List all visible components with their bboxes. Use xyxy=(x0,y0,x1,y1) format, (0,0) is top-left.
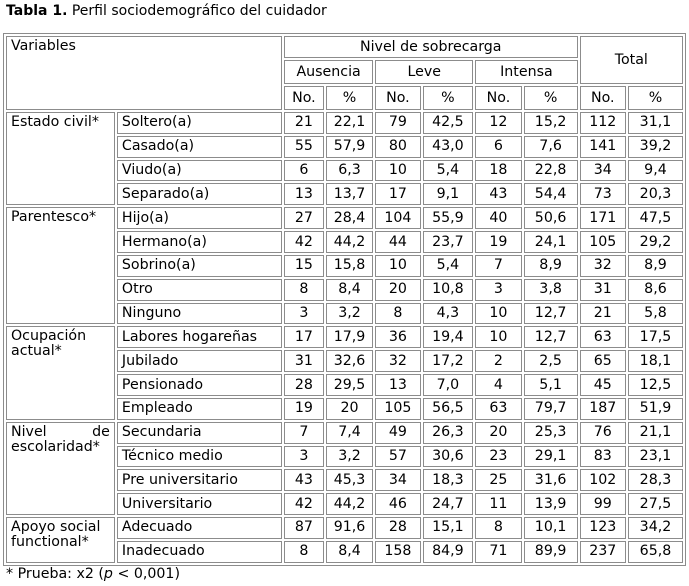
section-label xyxy=(6,112,115,205)
category-cell: Casado(a) xyxy=(117,136,282,158)
count-cell: 44 xyxy=(375,231,420,253)
count-cell: 8 xyxy=(284,279,324,301)
count-cell: 80 xyxy=(375,136,420,158)
count-cell: 20 xyxy=(475,422,521,444)
percent-cell: 18,1 xyxy=(628,350,683,372)
count-cell: 3 xyxy=(284,446,324,468)
percent-cell: 6,3 xyxy=(326,160,373,182)
caption-text: Perfil sociodemográfico del cuidador xyxy=(71,3,327,19)
count-cell: 8 xyxy=(375,303,420,325)
category-cell: Universitario xyxy=(117,493,282,515)
count-cell: 87 xyxy=(284,517,324,539)
count-cell: 237 xyxy=(580,541,626,563)
count-cell: 83 xyxy=(580,446,626,468)
count-cell: 57 xyxy=(375,446,420,468)
table-body xyxy=(6,112,683,563)
count-cell: 31 xyxy=(284,350,324,372)
category-cell: Hijo(a) xyxy=(117,207,282,229)
count-cell: 40 xyxy=(475,207,521,229)
count-cell: 46 xyxy=(375,493,420,515)
percent-cell: 5,8 xyxy=(628,303,683,325)
count-cell: 42 xyxy=(284,231,324,253)
category-cell: Soltero(a) xyxy=(117,112,282,134)
count-cell: 171 xyxy=(580,207,626,229)
percent-cell: 24,1 xyxy=(524,231,578,253)
percent-cell: 3,8 xyxy=(524,279,578,301)
category-cell: Viudo(a) xyxy=(117,160,282,182)
category-cell: Jubilado xyxy=(117,350,282,372)
section-label-line: Apoyo social xyxy=(11,519,101,536)
percent-cell: 10,1 xyxy=(524,517,578,539)
count-cell: 34 xyxy=(580,160,626,182)
count-cell: 13 xyxy=(284,183,324,205)
count-cell: 32 xyxy=(580,255,626,277)
percent-cell: 79,7 xyxy=(524,398,578,420)
percent-cell: 17,2 xyxy=(423,350,474,372)
table-row xyxy=(6,112,683,134)
section-label-line: actual* xyxy=(11,343,62,360)
count-cell: 102 xyxy=(580,469,626,491)
percent-cell: 32,6 xyxy=(326,350,373,372)
percent-cell: 31,6 xyxy=(524,469,578,491)
percent-cell: 2,5 xyxy=(524,350,578,372)
percent-cell: 9,1 xyxy=(423,183,474,205)
count-cell: 20 xyxy=(375,279,420,301)
count-cell: 12 xyxy=(475,112,521,134)
count-cell: 15 xyxy=(284,255,324,277)
count-cell: 18 xyxy=(475,160,521,182)
percent-cell: 30,6 xyxy=(423,446,474,468)
count-cell: 10 xyxy=(375,160,420,182)
count-cell: 63 xyxy=(580,326,626,348)
footnote-p: p xyxy=(103,566,113,582)
header-variables: Variables xyxy=(6,36,282,110)
header-pct: % xyxy=(628,86,683,110)
percent-cell: 13,9 xyxy=(524,493,578,515)
count-cell: 55 xyxy=(284,136,324,158)
count-cell: 112 xyxy=(580,112,626,134)
category-cell: Hermano(a) xyxy=(117,231,282,253)
percent-cell: 9,4 xyxy=(628,160,683,182)
percent-cell: 7,4 xyxy=(326,422,373,444)
count-cell: 65 xyxy=(580,350,626,372)
percent-cell: 28,3 xyxy=(628,469,683,491)
count-cell: 158 xyxy=(375,541,420,563)
footnote-suffix: < 0,001) xyxy=(112,566,180,582)
count-cell: 49 xyxy=(375,422,420,444)
count-cell: 141 xyxy=(580,136,626,158)
section-label-line: Estado civil* xyxy=(11,114,99,130)
percent-cell: 29,2 xyxy=(628,231,683,253)
percent-cell: 8,9 xyxy=(524,255,578,277)
header-group-intensa: Intensa xyxy=(475,60,577,84)
percent-cell: 21,1 xyxy=(628,422,683,444)
header-group-ausencia: Ausencia xyxy=(284,60,373,84)
count-cell: 123 xyxy=(580,517,626,539)
percent-cell: 15,1 xyxy=(423,517,474,539)
count-cell: 45 xyxy=(580,374,626,396)
percent-cell: 65,8 xyxy=(628,541,683,563)
percent-cell: 8,4 xyxy=(326,279,373,301)
percent-cell: 39,2 xyxy=(628,136,683,158)
count-cell: 63 xyxy=(475,398,521,420)
percent-cell: 17,5 xyxy=(628,326,683,348)
percent-cell: 31,1 xyxy=(628,112,683,134)
percent-cell: 8,4 xyxy=(326,541,373,563)
count-cell: 73 xyxy=(580,183,626,205)
percent-cell: 22,1 xyxy=(326,112,373,134)
percent-cell: 15,8 xyxy=(326,255,373,277)
header-pct: % xyxy=(524,86,578,110)
percent-cell: 12,5 xyxy=(628,374,683,396)
count-cell: 8 xyxy=(284,541,324,563)
count-cell: 28 xyxy=(284,374,324,396)
percent-cell: 54,4 xyxy=(524,183,578,205)
sociodemographic-table xyxy=(3,33,686,566)
header-no: No. xyxy=(375,86,420,110)
percent-cell: 50,6 xyxy=(524,207,578,229)
caption-label: Tabla 1. xyxy=(6,3,68,19)
percent-cell: 43,0 xyxy=(423,136,474,158)
count-cell: 187 xyxy=(580,398,626,420)
percent-cell: 7,0 xyxy=(423,374,474,396)
count-cell: 19 xyxy=(284,398,324,420)
header-pct: % xyxy=(423,86,474,110)
percent-cell: 24,7 xyxy=(423,493,474,515)
percent-cell: 3,2 xyxy=(326,303,373,325)
percent-cell: 51,9 xyxy=(628,398,683,420)
percent-cell: 7,6 xyxy=(524,136,578,158)
category-cell: Separado(a) xyxy=(117,183,282,205)
percent-cell: 44,2 xyxy=(326,493,373,515)
table-row xyxy=(6,517,683,539)
count-cell: 36 xyxy=(375,326,420,348)
count-cell: 17 xyxy=(375,183,420,205)
count-cell: 4 xyxy=(475,374,521,396)
percent-cell: 13,7 xyxy=(326,183,373,205)
percent-cell: 84,9 xyxy=(423,541,474,563)
count-cell: 28 xyxy=(375,517,420,539)
count-cell: 7 xyxy=(284,422,324,444)
count-cell: 42 xyxy=(284,493,324,515)
count-cell: 17 xyxy=(284,326,324,348)
count-cell: 71 xyxy=(475,541,521,563)
header-no: No. xyxy=(284,86,324,110)
percent-cell: 3,2 xyxy=(326,446,373,468)
count-cell: 104 xyxy=(375,207,420,229)
table-caption xyxy=(6,3,327,19)
category-cell: Pensionado xyxy=(117,374,282,396)
section-label xyxy=(6,207,115,324)
count-cell: 105 xyxy=(375,398,420,420)
count-cell: 7 xyxy=(475,255,521,277)
count-cell: 43 xyxy=(475,183,521,205)
category-cell: Sobrino(a) xyxy=(117,255,282,277)
percent-cell: 45,3 xyxy=(326,469,373,491)
table-row xyxy=(6,326,683,348)
percent-cell: 8,6 xyxy=(628,279,683,301)
percent-cell: 5,1 xyxy=(524,374,578,396)
percent-cell: 57,9 xyxy=(326,136,373,158)
percent-cell: 10,8 xyxy=(423,279,474,301)
count-cell: 76 xyxy=(580,422,626,444)
section-label-line: Nivel de xyxy=(11,423,110,440)
count-cell: 2 xyxy=(475,350,521,372)
percent-cell: 22,8 xyxy=(524,160,578,182)
percent-cell: 20 xyxy=(326,398,373,420)
count-cell: 25 xyxy=(475,469,521,491)
percent-cell: 12,7 xyxy=(524,326,578,348)
count-cell: 43 xyxy=(284,469,324,491)
header-no: No. xyxy=(475,86,521,110)
percent-cell: 18,3 xyxy=(423,469,474,491)
percent-cell: 42,5 xyxy=(423,112,474,134)
count-cell: 34 xyxy=(375,469,420,491)
section-label-line: Ocupación xyxy=(11,328,87,345)
count-cell: 79 xyxy=(375,112,420,134)
count-cell: 6 xyxy=(284,160,324,182)
percent-cell: 20,3 xyxy=(628,183,683,205)
table-row xyxy=(6,422,683,444)
category-cell: Pre universitario xyxy=(117,469,282,491)
percent-cell: 56,5 xyxy=(423,398,474,420)
count-cell: 32 xyxy=(375,350,420,372)
percent-cell: 29,5 xyxy=(326,374,373,396)
count-cell: 11 xyxy=(475,493,521,515)
section-label-line: Parentesco* xyxy=(11,209,97,226)
percent-cell: 17,9 xyxy=(326,326,373,348)
percent-cell: 91,6 xyxy=(326,517,373,539)
percent-cell: 5,4 xyxy=(423,160,474,182)
header-no: No. xyxy=(580,86,626,110)
header-group-leve: Leve xyxy=(375,60,473,84)
section-label xyxy=(6,422,115,515)
category-cell: Empleado xyxy=(117,398,282,420)
count-cell: 10 xyxy=(375,255,420,277)
category-cell: Adecuado xyxy=(117,517,282,539)
percent-cell: 55,9 xyxy=(423,207,474,229)
percent-cell: 4,3 xyxy=(423,303,474,325)
percent-cell: 23,1 xyxy=(628,446,683,468)
count-cell: 10 xyxy=(475,326,521,348)
percent-cell: 89,9 xyxy=(524,541,578,563)
percent-cell: 26,3 xyxy=(423,422,474,444)
percent-cell: 47,5 xyxy=(628,207,683,229)
count-cell: 10 xyxy=(475,303,521,325)
count-cell: 8 xyxy=(475,517,521,539)
category-cell: Ninguno xyxy=(117,303,282,325)
count-cell: 19 xyxy=(475,231,521,253)
section-label xyxy=(6,326,115,419)
percent-cell: 34,2 xyxy=(628,517,683,539)
table-row xyxy=(6,207,683,229)
category-cell: Inadecuado xyxy=(117,541,282,563)
section-label-line: escolaridad* xyxy=(11,438,100,455)
percent-cell: 19,4 xyxy=(423,326,474,348)
footnote xyxy=(6,566,180,582)
percent-cell: 25,3 xyxy=(524,422,578,444)
percent-cell: 12,7 xyxy=(524,303,578,325)
percent-cell: 8,9 xyxy=(628,255,683,277)
header-pct: % xyxy=(326,86,373,110)
percent-cell: 27,5 xyxy=(628,493,683,515)
percent-cell: 23,7 xyxy=(423,231,474,253)
count-cell: 3 xyxy=(284,303,324,325)
count-cell: 99 xyxy=(580,493,626,515)
count-cell: 13 xyxy=(375,374,420,396)
category-cell: Técnico medio xyxy=(117,446,282,468)
footnote-prefix: * Prueba: x2 ( xyxy=(6,566,104,582)
section-label xyxy=(6,517,115,563)
count-cell: 31 xyxy=(580,279,626,301)
count-cell: 3 xyxy=(475,279,521,301)
header-total: Total xyxy=(580,36,683,84)
count-cell: 105 xyxy=(580,231,626,253)
percent-cell: 5,4 xyxy=(423,255,474,277)
count-cell: 21 xyxy=(580,303,626,325)
category-cell: Otro xyxy=(117,279,282,301)
header-nivel-sobrecarga: Nivel de sobrecarga xyxy=(284,36,578,58)
count-cell: 27 xyxy=(284,207,324,229)
section-label-line: functional* xyxy=(11,534,89,551)
category-cell: Secundaria xyxy=(117,422,282,444)
category-cell: Labores hogareñas xyxy=(117,326,282,348)
percent-cell: 44,2 xyxy=(326,231,373,253)
percent-cell: 29,1 xyxy=(524,446,578,468)
count-cell: 23 xyxy=(475,446,521,468)
percent-cell: 28,4 xyxy=(326,207,373,229)
count-cell: 6 xyxy=(475,136,521,158)
percent-cell: 15,2 xyxy=(524,112,578,134)
count-cell: 21 xyxy=(284,112,324,134)
